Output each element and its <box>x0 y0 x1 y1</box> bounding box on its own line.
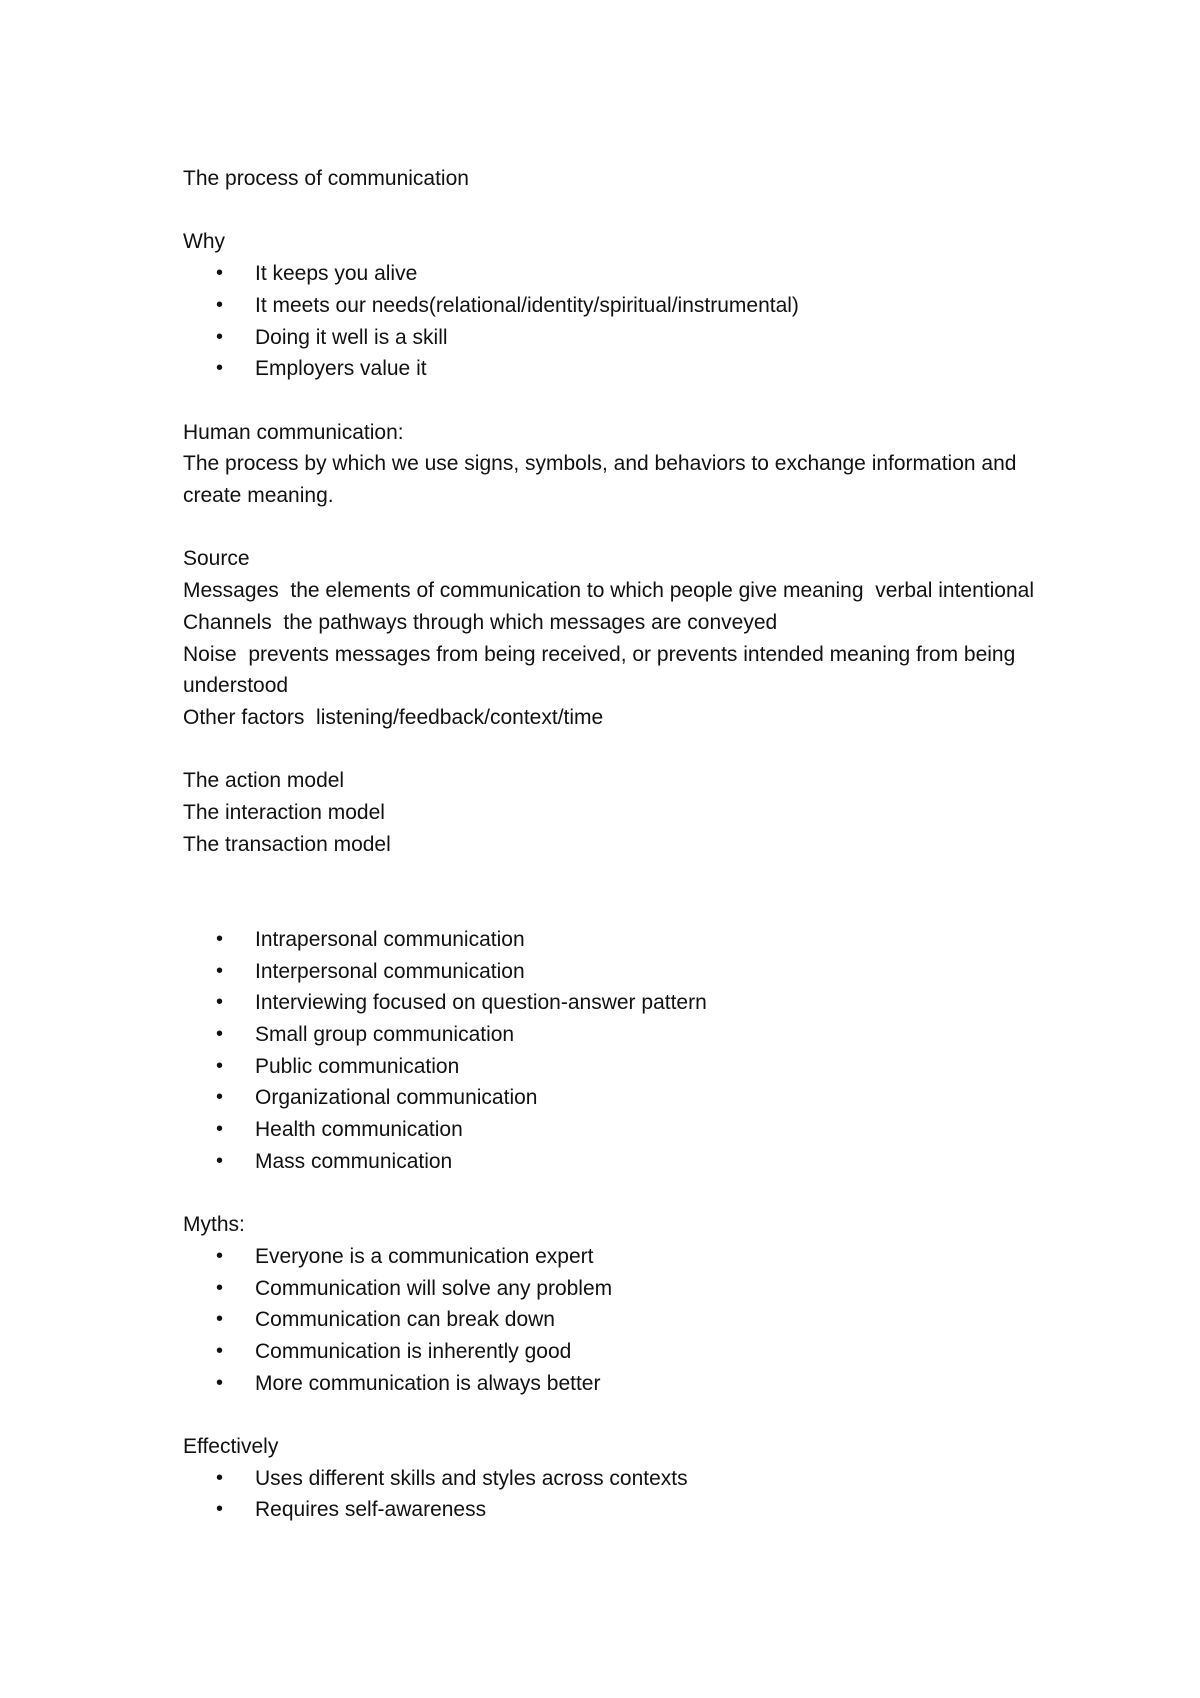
document-page <box>183 163 1063 1526</box>
source-line: Source <box>183 547 250 571</box>
spacer <box>183 512 1063 544</box>
list-item-text: Intrapersonal communication <box>255 927 525 951</box>
list-item-text: Communication will solve any problem <box>255 1276 613 1300</box>
list-item-text: Mass communication <box>255 1149 453 1173</box>
bullet-icon: • <box>216 1371 224 1394</box>
human-communication-definition: The process by which we use signs, symbols, and behaviors to exchange information and create meaning. <box>183 452 1023 507</box>
channels-line: Channels the pathways through which messages are conveyed <box>183 610 778 634</box>
human-communication-heading: Human communication: <box>183 420 404 444</box>
list-item-text: Interpersonal communication <box>255 959 525 983</box>
effectively-list <box>183 1463 1063 1526</box>
list-item <box>183 1241 1063 1273</box>
interaction-model-line: The interaction model <box>183 801 385 824</box>
list-item <box>183 1336 1063 1368</box>
bullet-icon: • <box>216 1022 224 1045</box>
bullet-icon: • <box>216 1149 224 1172</box>
list-item <box>183 1494 1063 1526</box>
list-item-text: It keeps you alive <box>255 262 418 286</box>
list-item-text: More communication is always better <box>255 1371 601 1395</box>
bullet-icon: • <box>216 959 224 982</box>
list-item <box>183 1368 1063 1400</box>
list-item-text: Uses different skills and styles across contexts <box>255 1466 688 1490</box>
bullet-icon: • <box>216 1498 224 1521</box>
list-item <box>183 1019 1063 1051</box>
list-item-text: Interviewing focused on question-answer pattern <box>255 991 707 1015</box>
list-item-text: It meets our needs(relational/identity/spiritual/instrumental) <box>255 293 799 317</box>
types-list <box>183 924 1063 1178</box>
myths-list <box>183 1241 1063 1400</box>
list-item-text: Everyone is a communication expert <box>255 1244 594 1268</box>
spacer <box>183 195 1063 227</box>
spacer <box>183 385 1063 417</box>
list-item-text: Communication is inherently good <box>255 1339 572 1363</box>
list-item <box>183 290 1063 322</box>
bullet-icon: • <box>216 927 224 950</box>
list-item <box>183 1051 1063 1083</box>
list-item-text: Public communication <box>255 1054 460 1078</box>
list-item <box>183 1114 1063 1146</box>
list-item-text: Doing it well is a skill <box>255 325 448 349</box>
list-item-text: Organizational communication <box>255 1086 538 1110</box>
list-item <box>183 322 1063 354</box>
bullet-icon: • <box>216 1086 224 1109</box>
bullet-icon: • <box>216 1339 224 1362</box>
bullet-icon: • <box>216 1244 224 1267</box>
list-item-text: Employers value it <box>255 357 427 381</box>
transaction-model-line: The transaction model <box>183 832 391 856</box>
why-heading: Why <box>183 230 225 254</box>
list-item <box>183 1082 1063 1114</box>
list-item <box>183 353 1063 385</box>
bullet-icon: • <box>216 1466 224 1489</box>
why-list <box>183 258 1063 385</box>
list-item <box>183 1304 1063 1336</box>
bullet-icon: • <box>216 991 224 1014</box>
list-item <box>183 924 1063 956</box>
spacer <box>183 860 1063 923</box>
bullet-icon: • <box>216 1276 224 1299</box>
bullet-icon: • <box>216 357 224 380</box>
messages-line: Messages the elements of communication to which people give meaning verbal intentional <box>183 579 1034 603</box>
bullet-icon: • <box>216 1308 224 1331</box>
spacer <box>183 1399 1063 1431</box>
list-item-text: Health communication <box>255 1118 463 1142</box>
list-item-text: Small group communication <box>255 1022 515 1046</box>
list-item <box>183 1273 1063 1305</box>
bullet-icon: • <box>216 1118 224 1141</box>
effectively-heading: Effectively <box>183 1435 279 1459</box>
bullet-icon: • <box>216 1054 224 1077</box>
action-model-line: The action model <box>183 769 345 793</box>
noise-line: Noise prevents messages from being received, or prevents intended meaning from being understood <box>183 642 1022 698</box>
other-factors-line: Other factors listening/feedback/context/time <box>183 705 604 729</box>
list-item <box>183 1146 1063 1178</box>
list-item <box>183 258 1063 290</box>
bullet-icon: • <box>216 325 224 348</box>
spacer <box>183 734 1063 766</box>
list-item <box>183 956 1063 988</box>
list-item <box>183 987 1063 1019</box>
bullet-icon: • <box>216 293 224 316</box>
list-item-text: Communication can break down <box>255 1308 555 1332</box>
list-item-text: Requires self-awareness <box>255 1498 487 1522</box>
myths-heading: Myths: <box>183 1213 245 1237</box>
list-item <box>183 1463 1063 1495</box>
document-title: The process of communication <box>183 167 469 190</box>
bullet-icon: • <box>216 262 224 285</box>
spacer <box>183 1177 1063 1209</box>
